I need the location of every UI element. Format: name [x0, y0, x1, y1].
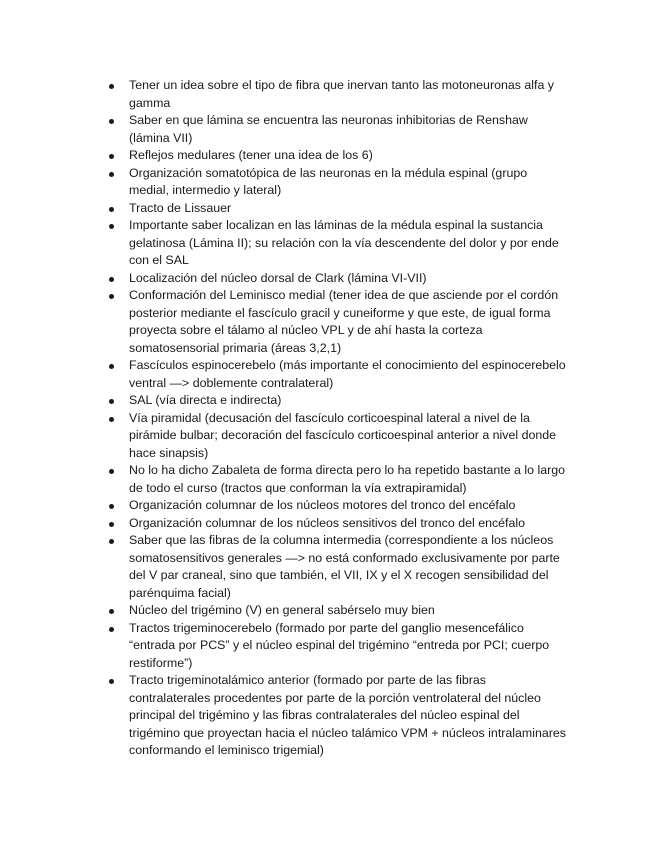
bullet-icon: [109, 207, 114, 212]
list-item-text: Localización del núcleo dorsal de Clark (lámina VI-VII): [129, 270, 427, 285]
list-item-text: Fascículos espinocerebelo (más importante el conocimiento del espinocerebelo ventral —> doblemente contralateral): [129, 358, 566, 390]
list-item-text: Organización columnar de los núcleos motores del tronco del encéfalo: [129, 498, 516, 512]
list-item: [109, 270, 569, 288]
bullet-list: [109, 77, 569, 760]
list-item-text: Tractos trigeminocerebelo (formado por parte del ganglio mesencefálico “entrada por PCS” y el núcleo espinal del trigémino “entreda por PCI; cuerpo restiforme”): [129, 620, 550, 670]
bullet-icon: [109, 364, 114, 369]
list-item-text: Tener un idea sobre el tipo de fibra que inervan tanto las motoneuronas alfa y gamma: [129, 78, 554, 110]
list-item-text: Vía piramidal (decusación del fascículo corticoespinal lateral a nivel de la pirámide bulbar; decoración del fascículo corticoespinal anterior a nivel donde hace sinapsis): [129, 410, 557, 460]
list-item: [109, 287, 569, 357]
list-item: [109, 217, 569, 270]
list-item: [109, 200, 569, 218]
bullet-icon: [109, 539, 114, 544]
list-item-text: SAL (vía directa e indirecta): [129, 393, 282, 407]
list-item-text: Organización somatotópica de las neuronas en la médula espinal (grupo medial, intermedio y lateral): [129, 165, 528, 197]
list-item: [109, 672, 569, 760]
list-item-text: Reflejos medulares (tener una idea de los 6): [129, 148, 373, 162]
bullet-icon: [109, 522, 114, 527]
bullet-icon: [109, 84, 114, 89]
list-item: [109, 392, 569, 410]
list-item: [109, 515, 569, 533]
bullet-icon: [109, 399, 114, 404]
bullet-icon: [109, 172, 114, 177]
list-item: [109, 620, 569, 673]
bullet-icon: [109, 679, 114, 684]
bullet-icon: [109, 224, 114, 229]
list-item-text: No lo ha dicho Zabaleta de forma directa pero lo ha repetido bastante a lo largo de todo el curso (tractos que conforman la vía extrapiramidal): [129, 463, 566, 495]
list-item: [109, 602, 569, 620]
list-item-text: Tracto de Lissauer: [129, 200, 232, 215]
bullet-icon: [109, 277, 114, 282]
bullet-icon: [109, 469, 114, 474]
list-item: [109, 112, 569, 147]
bullet-icon: [109, 417, 114, 422]
list-item: [109, 532, 569, 602]
list-item-text: Saber en que lámina se encuentra las neuronas inhibitorias de Renshaw (lámina VII): [129, 113, 528, 145]
list-item: [109, 357, 569, 392]
list-item-text: Importante saber localizan en las láminas de la médula espinal la sustancia gelatinosa (Lámina II); su relación con la vía descendente del dolor y por ende con el SAL: [129, 218, 559, 267]
list-item: [109, 77, 569, 112]
list-item: [109, 410, 569, 463]
bullet-icon: [109, 609, 114, 614]
bullet-icon: [109, 154, 114, 159]
list-item-text: Organización columnar de los núcleos sensitivos del tronco del encéfalo: [129, 515, 526, 530]
list-item-text: Conformación del Leminisco medial (tener idea de que asciende por el cordón posterior mediante el fascículo gracil y cuneiforme y que este, de igual forma proyecta sobre el tálamo al núcleo VPL y de ahí hasta la corteza somatosensorial primaria (áreas 3,2,1): [129, 288, 559, 355]
list-item: [109, 165, 569, 200]
list-item: [109, 462, 569, 497]
list-item-text: Saber que las fibras de la columna intermedia (correspondiente a los núcleos somatosensitivos generales —> no está conformado exclusivamente por parte del V par craneal, sino que también, el VII, IX y el X recogen sensibilidad del parénquima facial): [129, 533, 560, 600]
list-item: [109, 497, 569, 515]
bullet-icon: [109, 119, 114, 124]
bullet-icon: [109, 627, 114, 632]
bullet-icon: [109, 294, 114, 299]
list-item-text: Núcleo del trigémino (V) en general sabérselo muy bien: [129, 603, 435, 617]
list-item-text: Tracto trigeminotalámico anterior (formado por parte de las fibras contralaterales procedentes por parte de la porción ventrolateral del núcleo principal del trigémino y las fibras contralaterales del núcleo espinal del trigémino que proyectan hacia el núcleo talámico VPM + núcleos intralaminares conformando el leminisco trigemial): [129, 673, 566, 757]
bullet-icon: [109, 504, 114, 509]
list-item: [109, 147, 569, 165]
